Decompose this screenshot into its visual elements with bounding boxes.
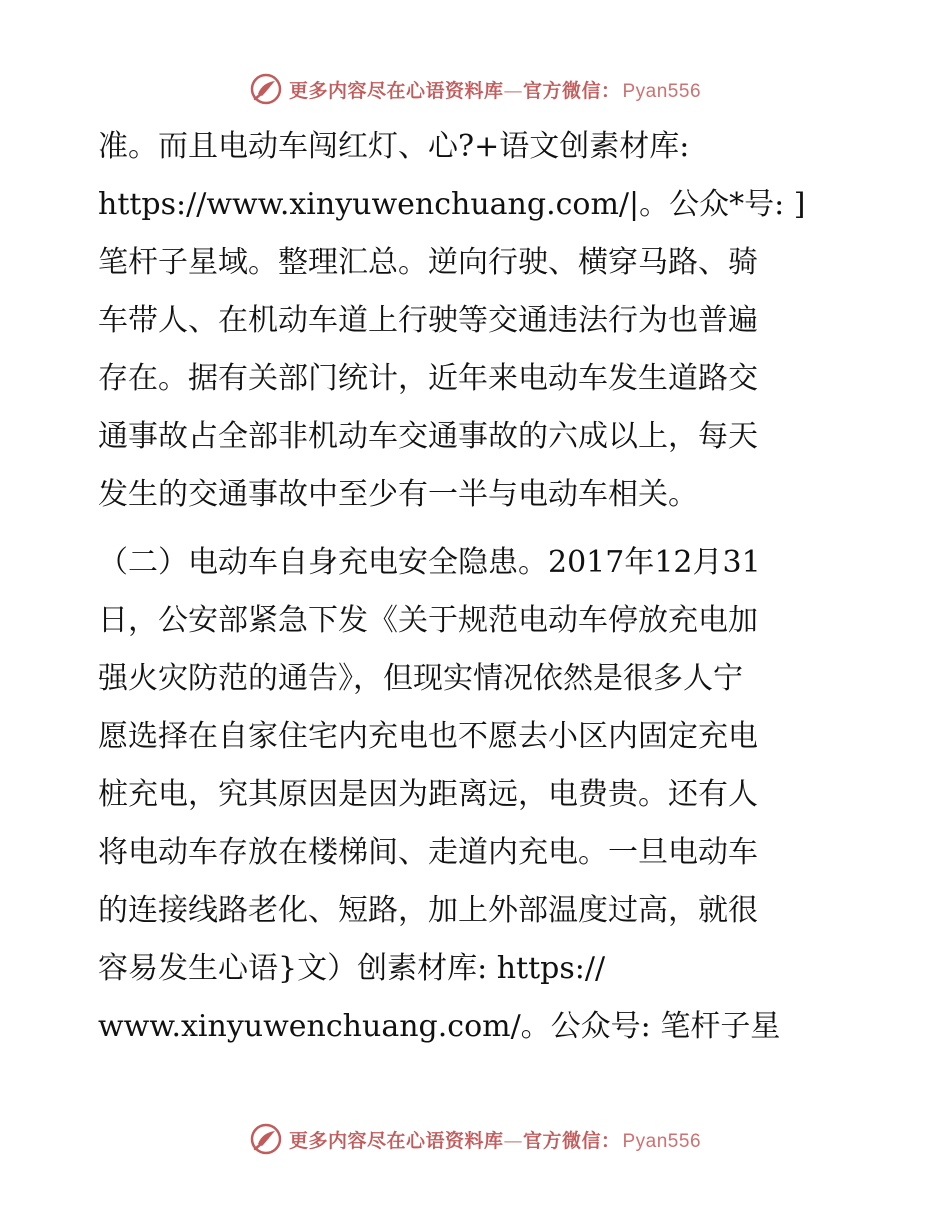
header-contact-label: 官方微信：	[522, 79, 621, 102]
text-line: 强火灾防范的通告》，但现实情况依然是很多人宁	[98, 661, 743, 696]
text-line: 发生的交通事故中至少有一半与电动车相关。	[98, 477, 698, 512]
text-line: https://www.xinyuwenchuang.com/|。公众*号: ]	[98, 187, 806, 222]
footer-banner-title: 更多内容尽在心语资料库	[288, 1129, 504, 1152]
document-body	[98, 118, 858, 1056]
text-line: 的连接线路老化、短路，加上外部温度过高，就很	[98, 893, 758, 928]
footer-banner-text	[289, 1126, 701, 1153]
header-banner	[0, 72, 950, 106]
paragraph-2	[98, 534, 858, 1056]
footer-banner	[0, 1122, 950, 1156]
text-line: 将电动车存放在楼梯间、走道内充电。一旦电动车	[98, 835, 758, 870]
text-line: 准。而且电动车闯红灯、心?+语文创素材库:	[98, 129, 690, 164]
header-banner-separator: —	[503, 79, 523, 102]
header-contact-id: Pyan556	[622, 80, 702, 102]
header-banner-text	[289, 76, 701, 103]
brand-logo-icon	[249, 72, 283, 106]
footer-contact-label: 官方微信：	[522, 1129, 621, 1152]
text-line: www.xinyuwenchuang.com/。公众号: 笔杆子星	[98, 1009, 781, 1044]
text-line: 日，公安部紧急下发《关于规范电动车停放充电加	[98, 603, 758, 638]
text-line: 愿选择在自家住宅内充电也不愿去小区内固定充电	[98, 719, 758, 754]
text-line: 存在。据有关部门统计，近年来电动车发生道路交	[98, 361, 758, 396]
text-line: 通事故占全部非机动车交通事故的六成以上，每天	[98, 419, 758, 454]
text-line: 桩充电，究其原因是因为距离远，电费贵。还有人	[98, 777, 758, 812]
paragraph-1	[98, 118, 858, 524]
footer-banner-separator: —	[503, 1129, 523, 1152]
text-line: 容易发生心语}文）创素材库: https://	[98, 951, 606, 986]
text-line: 车带人、在机动车道上行驶等交通违法行为也普遍	[98, 303, 758, 338]
brand-logo-icon	[249, 1122, 283, 1156]
text-line: （二）电动车自身充电安全隐患。2017年12月31	[98, 545, 761, 580]
text-line: 笔杆子星域。整理汇总。逆向行驶、横穿马路、骑	[98, 245, 758, 280]
paragraph-spacer	[98, 524, 858, 534]
header-banner-title: 更多内容尽在心语资料库	[288, 79, 504, 102]
footer-contact-id: Pyan556	[622, 1130, 702, 1152]
